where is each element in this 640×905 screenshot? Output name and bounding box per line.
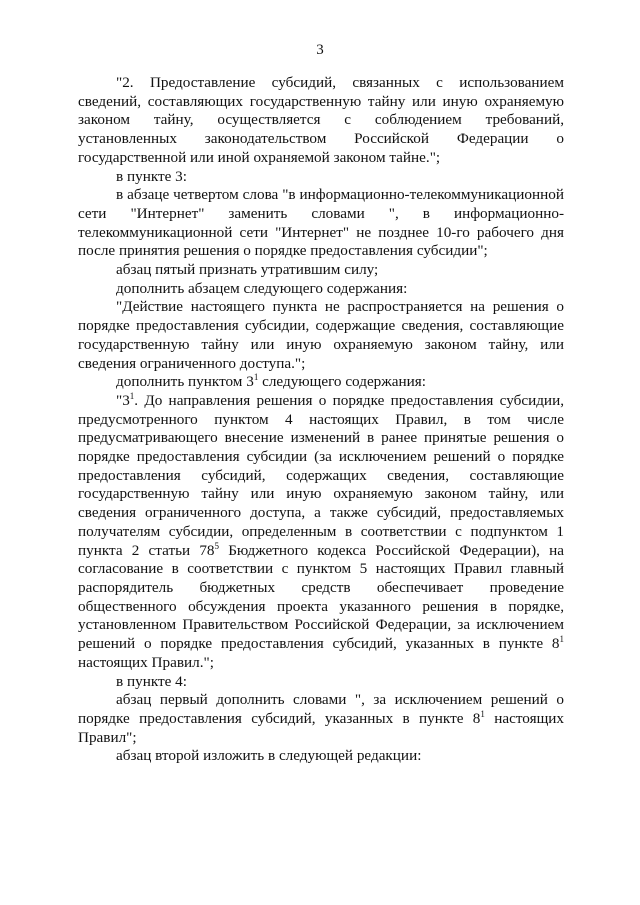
paragraph: "2. Предоставление субсидий, связанных с использованием сведений, составляющих государственную тайну или иную охраняемую законом тайну, осуществляется с соблюдением требований, установленных законодательством Российской Федерации о государственной или иной охраняемой законом тайне.";: [78, 74, 564, 166]
paragraph: в абзаце четвертом слова "в информационно-телекоммуникационной сети "Интернет" заменить словами ", в информационно-телекоммуникационной сети "Интернет" не позднее 10-го рабочего дня после принятия решения о порядке предоставления субсидии";: [78, 186, 564, 260]
page-number: 3: [316, 42, 324, 58]
superscript: 1: [129, 390, 135, 401]
superscript: 1: [253, 372, 259, 383]
paragraph: дополнить абзацем следующего содержания:: [116, 279, 408, 297]
paragraph: абзац первый дополнить словами ", за исключением решений о порядке предоставления субсидий, указанных в пункте $8^1$ настоящих Правил";: [78, 691, 564, 746]
document-body: [78, 74, 564, 766]
paragraph: "Действие настоящего пункта не распространяется на решения о порядке предоставления субсидии, содержащие сведения, составляющие государственную тайну или иную охраняемую законом тайну, или сведения ограниченного доступа.";: [78, 298, 564, 372]
paragraph: дополнить пунктом $3^1$ следующего содержания:: [116, 372, 426, 391]
paragraph: "$3^1$. До направления решения о порядке предоставления субсидии, предусмотренного пунктом 4 настоящих Правил, в том числе предусматривающего внесение изменений в ранее принятые решения о порядке предоставления субсидии (за исключением решений о порядке предоставления субсидий, содержащих сведения, составляющие государственную тайну или иную охраняемую законом тайну, или сведения ограниченного доступа, а также субсидий, предоставляемых получателям субсидии, определенным в соответствии с подпунктом 1 пункта 2 статьи $78^5$ Бюджетного кодекса Российской Федерации), на согласование в соответствии с пунктом 5 настоящих Правил главный распорядитель бюджетных средств обеспечивает проведение общественного обсуждения проекта указанного решения в порядке, установленном Правительством Российской Федерации, за исключением решений о порядке предоставления субсидий, указанных в пункте $8^1$ настоящих Правил.";: [78, 390, 564, 671]
superscript: 1: [480, 708, 485, 719]
paragraph: в пункте 3:: [116, 167, 187, 185]
paragraph: в пункте 4:: [116, 672, 187, 690]
paragraph: абзац второй изложить в следующей редакции:: [116, 747, 422, 765]
superscript: 5: [214, 540, 220, 551]
paragraph: абзац пятый признать утратившим силу;: [116, 261, 379, 279]
superscript: 1: [559, 634, 564, 645]
